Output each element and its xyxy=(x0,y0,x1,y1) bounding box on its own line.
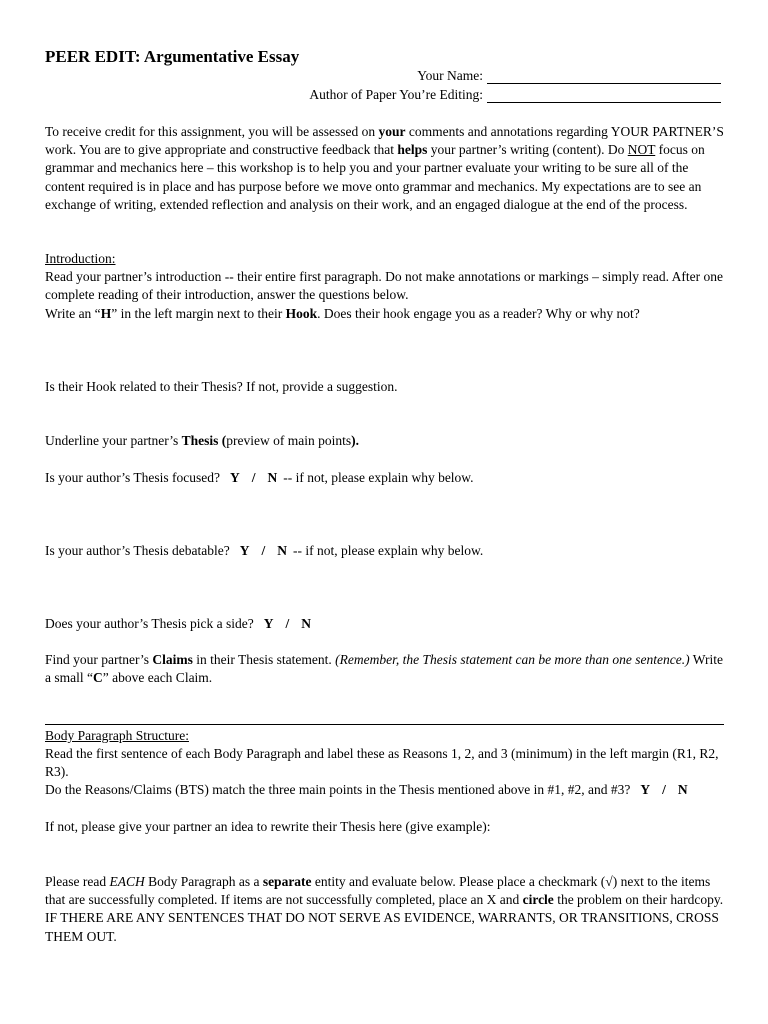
checkmark-icon: √ xyxy=(605,874,613,889)
author-blank[interactable] xyxy=(487,88,721,103)
no-option[interactable]: N xyxy=(267,470,278,485)
rewrite-thesis-instruction: If not, please give your partner an idea to rewrite their Thesis here (give example): xyxy=(45,819,491,834)
your-name-label: Your Name: xyxy=(417,68,483,83)
hook-question: Write an “H” in the left margin next to their Hook. Does their hook engage you as a reader? Why or why not? xyxy=(45,306,640,321)
author-field[interactable] xyxy=(309,87,721,103)
no-option[interactable]: N xyxy=(301,616,311,631)
your-name-field[interactable] xyxy=(417,68,721,84)
section-divider xyxy=(45,724,724,725)
yes-option[interactable]: Y xyxy=(239,543,250,558)
your-name-blank[interactable] xyxy=(487,69,721,84)
introduction-heading: Introduction: xyxy=(45,251,116,266)
claims-instruction: Find your partner’s Claims in their Thesis statement. (Remember, the Thesis statement can be more than one sentence.) Write a small “C” above each Claim. xyxy=(45,652,723,686)
body-read-first-instruction: Read the first sentence of each Body Paragraph and label these as Reasons 1, 2, and 3 (minimum) in the left margin (R1, R2, R3). xyxy=(45,746,719,780)
page-title: PEER EDIT: Argumentative Essay xyxy=(45,47,300,66)
evaluate-paragraph-instruction: Please read EACH Body Paragraph as a separate entity and evaluate below. Please place a checkmark (√) next to the items that are successfully completed. If items are not successfully completed, place an X and circle the problem on their hardcopy. IF THERE ARE ANY SENTENCES THAT DO NOT SERVE AS EVIDENCE, WARRANTS, OR TRANSITIONS, CROSS THEM OUT. xyxy=(45,874,724,944)
underline-thesis-instruction: Underline your partner’s Thesis (preview of main points). xyxy=(45,433,359,448)
no-option[interactable]: N xyxy=(677,782,688,797)
body-structure-heading: Body Paragraph Structure: xyxy=(45,728,189,743)
no-option[interactable]: N xyxy=(277,543,287,558)
author-label: Author of Paper You’re Editing: xyxy=(309,87,483,102)
yes-option[interactable]: Y xyxy=(229,470,240,485)
thesis-side-question: Does your author’s Thesis pick a side? Y / N xyxy=(45,615,725,633)
hook-related-question: Is their Hook related to their Thesis? If not, provide a suggestion. xyxy=(45,379,398,394)
thesis-focused-question: Is your author’s Thesis focused? Y / N -- if not, please explain why below. xyxy=(45,469,725,487)
reasons-match-question: Do the Reasons/Claims (BTS) match the three main points in the Thesis mentioned above in #1, #2, and #3? Y / N xyxy=(45,781,725,799)
yes-option[interactable]: Y xyxy=(640,782,651,797)
intro-paragraph: To receive credit for this assignment, you will be assessed on your comments and annotations regarding YOUR PARTNER’S work. You are to give appropriate and constructive feedback that helps your partner’s writing (content). Do NOT focus on grammar and mechanics here – this workshop is to help you and your partner evaluate your writing to be sure all of the content required is in place and has purpose before we move onto grammar and mechanics. My expectations are to see an exchange of writing, extended reflection and analysis on their work, and an engaged dialogue at the end of the process. xyxy=(45,124,724,212)
thesis-debatable-question: Is your author’s Thesis debatable? Y / N -- if not, please explain why below. xyxy=(45,542,725,560)
yes-option[interactable]: Y xyxy=(263,616,274,631)
introduction-read-text: Read your partner’s introduction -- their entire first paragraph. Do not make annotations or markings – simply read. After one complete reading of their introduction, answer the questions below. xyxy=(45,269,723,303)
